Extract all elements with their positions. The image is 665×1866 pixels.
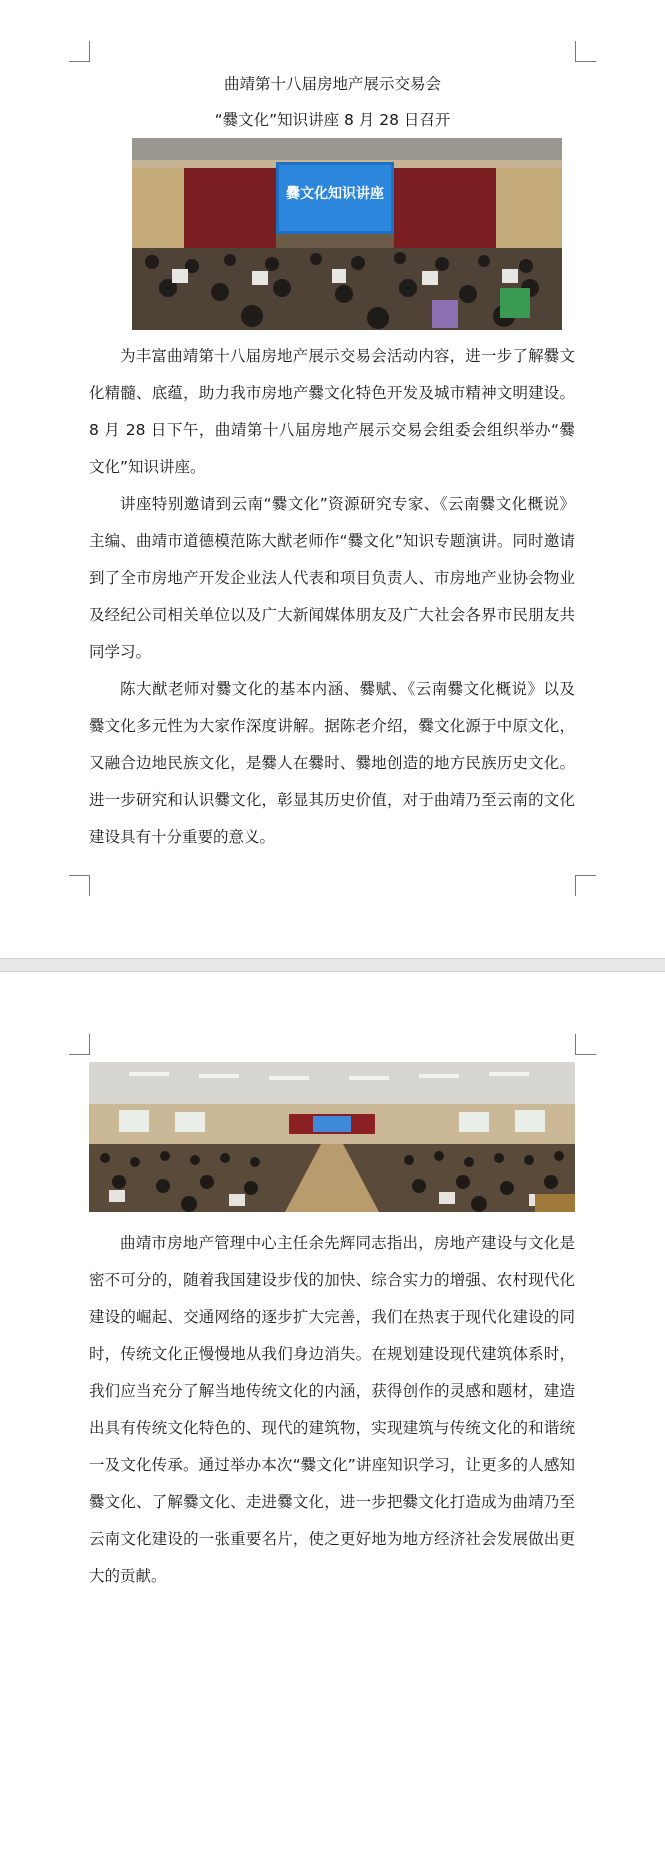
article-body-page2 xyxy=(89,1225,575,1595)
paragraph: 曲靖市房地产管理中心主任余先辉同志指出，房地产建设与文化是密不可分的，随着我国建设步伐的加快、综合实力的增强、农村现代化建设的崛起、交通网络的逐步扩大完善，我们在热衷于现代化建设的同时，传统文化正慢慢地从我们身边消失。在规划建设现代建筑体系时，我们应当充分了解当地传统文化的内涵，获得创作的灵感和题材，建造出具有传统文化特色的、现代的建筑物，实现建筑与传统文化的和谐统一及文化传承。通过举办本次“爨文化”讲座知识学习，让更多的人感知爨文化、了解爨文化、走进爨文化，进一步把爨文化打造成为曲靖乃至云南文化建设的一张重要名片，使之更好地为地方经济社会发展做出更大的贡献。 xyxy=(89,1234,575,1585)
lecture-photo xyxy=(132,138,562,330)
margin-mark-top-right xyxy=(575,41,596,62)
paragraph: 陈大猷老师对爨文化的基本内涵、爨赋、《云南爨文化概说》以及爨文化多元性为大家作深度讲解。据陈老介绍，爨文化源于中原文化，又融合边地民族文化，是爨人在爨时、爨地创造的地方民族历史文化。进一步研究和认识爨文化，彰显其历史价值，对于曲靖乃至云南的文化建设具有十分重要的意义。 xyxy=(89,680,575,846)
article-body-page1 xyxy=(89,338,575,856)
document-title-line2: “爨文化”知识讲座 8 月 28 日召开 xyxy=(214,111,451,129)
margin-mark-bottom-left xyxy=(69,875,90,896)
document-page-2 xyxy=(0,972,665,1866)
paragraph: 为丰富曲靖第十八届房地产展示交易会活动内容，进一步了解爨文化精髓、底蕴，助力我市房地产爨文化特色开发及城市精神文明建设。8 月 28 日下午，曲靖第十八届房地产展示交易会组委会组织举办“爨文化”知识讲座。 xyxy=(89,347,575,476)
paragraph: 讲座特别邀请到云南“爨文化”资源研究专家、《云南爨文化概说》主编、曲靖市道德模范陈大猷老师作“爨文化”知识专题演讲。同时邀请到了全市房地产开发企业法人代表和项目负责人、市房地产业协会物业及经纪公司相关单位以及广大新闻媒体朋友及广大社会各界市民朋友共同学习。 xyxy=(89,495,575,661)
audience-panorama-photo xyxy=(89,1062,575,1212)
page-separator xyxy=(0,958,665,972)
margin-mark-top-left xyxy=(69,41,90,62)
screen-text: 爨文化知识讲座 xyxy=(286,186,384,202)
document-title-line1: 曲靖第十八届房地产展示交易会 xyxy=(223,75,441,93)
margin-mark-bottom-right xyxy=(575,875,596,896)
margin-mark-top-right xyxy=(575,1034,596,1055)
margin-mark-top-left xyxy=(69,1034,90,1055)
